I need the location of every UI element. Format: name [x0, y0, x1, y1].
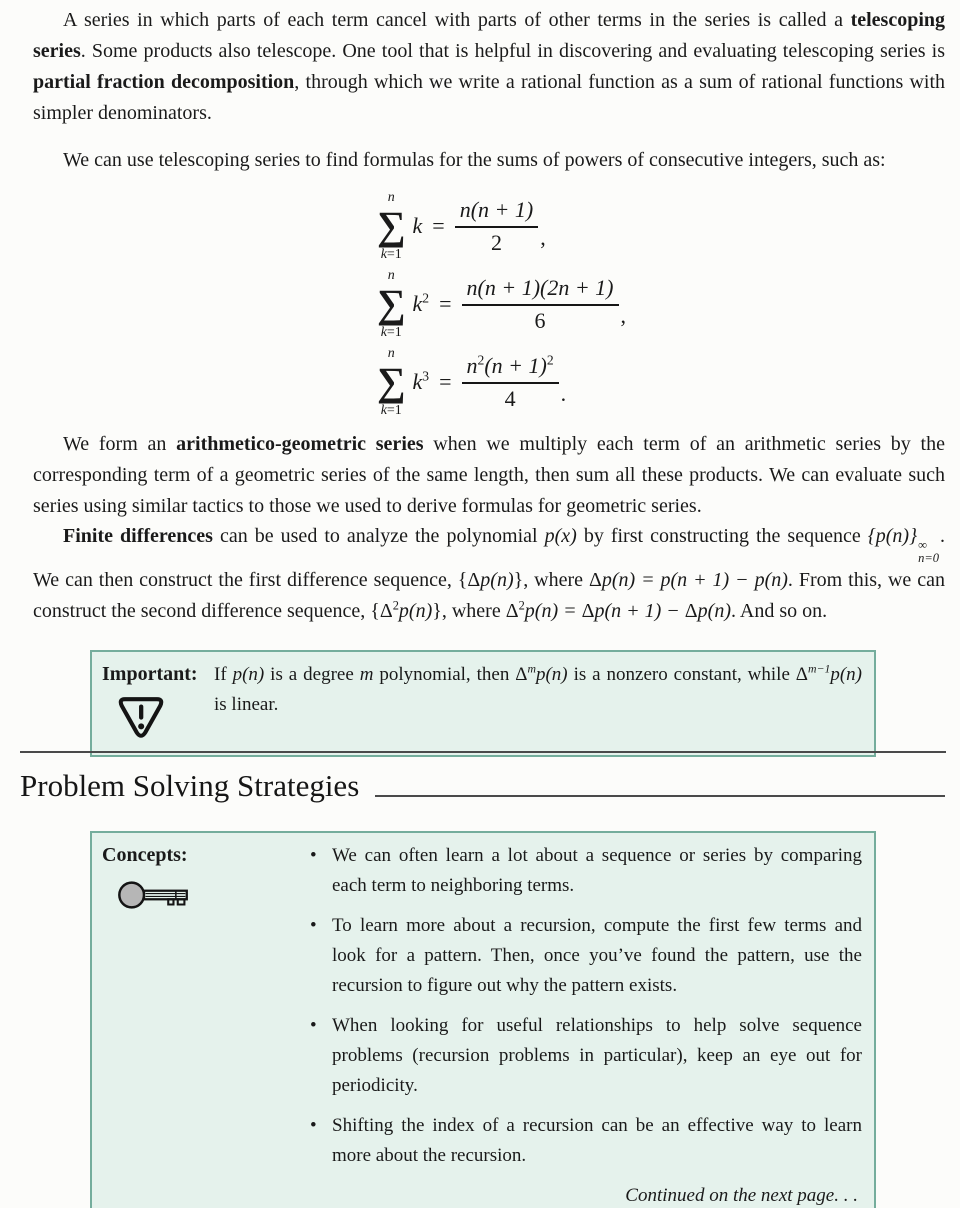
fraction [462, 353, 559, 412]
text-run: p(n) [232, 664, 265, 685]
fraction [455, 197, 539, 256]
text-run: by first constructing the sequence [576, 525, 868, 547]
equals-sign: = [432, 213, 445, 238]
sigma-icon: ∑ [377, 280, 406, 326]
fraction-denominator: 6 [534, 307, 546, 333]
summation-upper-limit: n [387, 267, 395, 283]
text-run: ∞ n=0 [918, 538, 940, 566]
summation-formula [377, 190, 626, 262]
text-run: (n + 1) [484, 352, 547, 378]
summand-expression [413, 291, 430, 317]
important-label-column [102, 660, 214, 745]
text-run: is a nonzero constant, while Δ [567, 664, 809, 685]
text-run: n [466, 352, 478, 378]
text-run: when we multiply each term of an arithmetic series by the corresponding term of a geometric series of the same length, then sum all these products. We can evaluate such series using similar tactics to those we used to derive formulas for geometric series. [33, 433, 945, 517]
text-run: p(n) [398, 600, 433, 623]
text-run: {p(n)} [867, 525, 918, 547]
text-run: k [412, 213, 423, 238]
important-text [214, 660, 862, 745]
text-run: m [359, 664, 374, 685]
text-run: 2 [392, 598, 399, 613]
concept-bullet-text: Shifting the index of a recursion can be an effective way to learn more about the recursion. [332, 1115, 862, 1166]
summation-formula [377, 268, 626, 340]
section-heading-row [20, 768, 945, 804]
concept-bullet-item [310, 1011, 862, 1101]
summand-expression [413, 369, 430, 395]
paragraph-finite-differences [33, 521, 945, 627]
summation-lower-limit [381, 248, 402, 262]
summation-symbol-group [377, 191, 406, 262]
text-run: 2 [546, 352, 554, 368]
formula-punctuation: . [560, 381, 567, 406]
text-run: partial fraction decomposition [33, 71, 295, 93]
text-run: 2 [518, 598, 525, 613]
text-run: . From this, we can construct the second difference sequence, {Δ [33, 569, 945, 623]
important-label: Important: [102, 663, 198, 685]
text-run: Δ [581, 600, 595, 623]
concept-bullet-text: When looking for useful relationships to help solve sequence problems (recursion problems in particular), keep an eye out for periodicity. [332, 1015, 862, 1096]
key-icon [116, 875, 192, 920]
text-run: 2 [477, 352, 485, 368]
paragraph-sums-of-powers-intro: We can use telescoping series to find formulas for the sums of powers of consecutive integers, such as: [63, 149, 886, 171]
summand-expression [413, 213, 423, 239]
text-run: m [527, 662, 536, 676]
text-run: . And so on. [731, 600, 828, 623]
concepts-callout-box [90, 831, 876, 1208]
fraction [462, 275, 619, 334]
concept-bullet-item [310, 841, 862, 901]
equals-sign: = [439, 291, 452, 316]
text-run: . Some products also telescope. One tool that is helpful in discovering and evaluating telescoping series is [80, 40, 945, 62]
continued-note: Continued on the next page. . . [625, 1185, 858, 1206]
summation-lower-limit [381, 404, 402, 418]
concept-bullet-text: To learn more about a recursion, compute the first few terms and look for a pattern. Then, once you’ve found the pattern, use the recursion to figure out why the pattern exists. [332, 915, 862, 996]
fraction-numerator [462, 353, 559, 384]
text-run: =1 [386, 324, 402, 340]
text-run: A series in which parts of each term cancel with parts of other terms in the series is called a [63, 9, 851, 31]
formula-block-sum-of-powers [377, 190, 626, 424]
text-run: . We can then construct the first difference sequence, {Δ [33, 525, 946, 592]
text-run: k [380, 246, 387, 262]
text-run: p(n) = p(n + 1) − p(n) [601, 569, 788, 592]
text-run: p(n) [535, 664, 568, 685]
text-run: }, where Δ [432, 600, 519, 623]
formula-punctuation: , [620, 303, 627, 328]
equals-sign: = [439, 369, 452, 394]
text-run: p(x) [544, 525, 577, 547]
text-run: 3 [422, 368, 430, 384]
text-run: p(n) = [524, 600, 582, 623]
bullet-dot: • [310, 1015, 317, 1036]
sigma-icon: ∑ [377, 358, 406, 404]
fraction-numerator [455, 197, 539, 228]
bullet-dot: • [310, 845, 317, 866]
concept-bullet-text: We can often learn a lot about a sequence or series by comparing each term to neighboring terms. [332, 845, 862, 896]
formula-punctuation: , [540, 225, 546, 250]
text-run: =1 [386, 402, 402, 418]
concepts-callout-inner [92, 833, 874, 1208]
alert-exclamation-triangle-icon [116, 694, 166, 745]
text-run: arithmetico-geometric series [176, 433, 424, 455]
text-run: telescoping series [33, 9, 945, 62]
paragraph-telescoping-series [33, 5, 945, 129]
fraction-denominator: 4 [504, 385, 516, 411]
bullet-dot: • [310, 915, 317, 936]
text-run: Finite differences [63, 525, 213, 547]
concept-bullet-item [310, 1111, 862, 1171]
text-run: is linear. [214, 694, 279, 715]
text-run: , through which we write a rational function as a sum of rational functions with simpler denominators. [33, 71, 945, 124]
text-run: n(n + 1)(2n + 1) [466, 274, 614, 300]
text-run: k [380, 402, 387, 418]
horizontal-divider [20, 751, 946, 753]
important-callout-inner [92, 652, 874, 755]
fraction-numerator [462, 275, 619, 306]
text-run: polynomial, then Δ [373, 664, 528, 685]
heading-rule [375, 795, 945, 797]
concept-bullet-item [310, 911, 862, 1001]
section-heading-title: Problem Solving Strategies [20, 768, 360, 803]
summation-upper-limit: n [387, 345, 395, 361]
text-run: can be used to analyze the polynomial [212, 525, 545, 547]
text-run: We form an [63, 433, 177, 455]
concepts-bullet-list [310, 841, 862, 1171]
text-run: k [380, 324, 387, 340]
text-run: k [412, 369, 423, 394]
text-run: m−1 [808, 662, 831, 676]
text-run: =1 [386, 246, 402, 262]
text-run: 2 [422, 290, 430, 306]
bullet-dot: • [310, 1115, 317, 1136]
fraction-denominator: 2 [490, 229, 502, 255]
text-run: p(n) [830, 664, 863, 685]
concepts-content [310, 841, 862, 1208]
text-run: p(n) [480, 569, 514, 592]
text-run: }, where Δ [513, 569, 602, 592]
summation-lower-limit [381, 326, 402, 340]
summation-symbol-group [377, 269, 406, 340]
text-run: Δ [684, 600, 698, 623]
text-run: is a degree [264, 664, 360, 685]
important-callout-box [90, 650, 876, 757]
text-run: p(n + 1) − [594, 600, 685, 623]
text-run: If [214, 664, 233, 685]
concepts-label-column [102, 841, 310, 1208]
text-run: k [412, 291, 423, 316]
summation-formula [377, 346, 626, 418]
text-run: n(n + 1) [459, 196, 534, 222]
paragraph-arithmetico-geometric [33, 429, 945, 522]
concepts-label: Concepts: [102, 844, 188, 866]
summation-symbol-group [377, 347, 406, 418]
sigma-icon: ∑ [377, 202, 406, 248]
summation-upper-limit: n [387, 189, 395, 205]
text-run: p(n) [697, 600, 731, 623]
